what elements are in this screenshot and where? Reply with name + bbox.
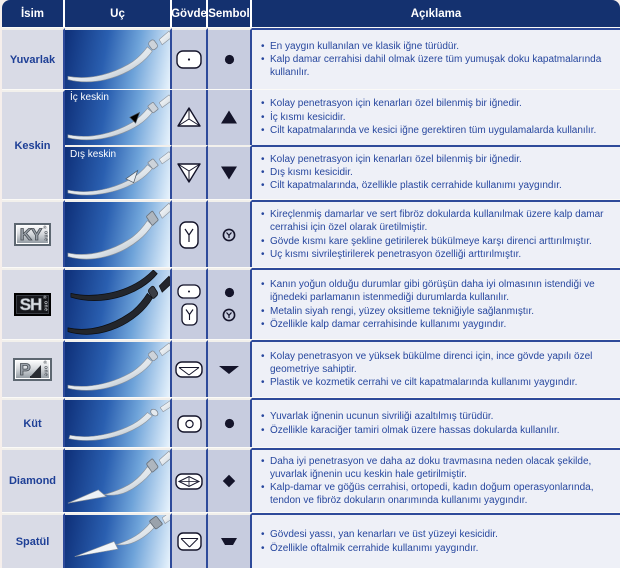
description-bullet: • Plastik ve kozmetik cerrahi ve cilt kapatmalarında kullanımı yaygındır. <box>261 376 614 389</box>
image-label: Dış keskin <box>70 148 117 160</box>
sembol-cell <box>208 448 252 512</box>
image-label: İç keskin <box>70 92 109 103</box>
sembol-cell <box>208 145 252 200</box>
table-header <box>2 0 620 27</box>
description-bullet: • Dış kısmı kesicidir. <box>261 166 562 179</box>
description-bullet: • Kireçlenmiş damarlar ve sert fibröz dokularda kullanılmak üzere kalp damar cerrahisi için özel olarak üretilmiştir. <box>261 208 614 234</box>
logo-suffix: one <box>42 230 49 241</box>
description-bullet: • Özellikle karaciğer tamiri olmak üzere hassas dokularda kullanılır. <box>261 424 560 437</box>
kyone-logo <box>14 223 52 246</box>
triangle-down-faceted-icon <box>176 162 202 184</box>
round-body-dot-icon <box>177 284 201 299</box>
filled-circle-icon <box>224 287 235 298</box>
round-body-dot-icon <box>176 50 202 69</box>
table-row <box>2 512 620 568</box>
description-bullet: • Yuvarlak iğnenin ucunun sivriliği azaltılmış türüdür. <box>261 410 560 423</box>
wide-filled-triangle-down-icon <box>218 365 240 375</box>
description-bullet: • Özellikle oftalmik cerrahide kullanımı yaygındır. <box>261 542 498 555</box>
needle-illustration-icon <box>65 202 170 267</box>
description-bullet: • Cilt kapatmalarında ve kesici iğne gerektiren tüm uygulamalarda kullanılır. <box>261 124 596 137</box>
row-name-yuvarlak: Yuvarlak <box>2 28 65 89</box>
table-row-group-keskin <box>2 89 620 199</box>
row-name-spatul: Spatül <box>2 513 65 568</box>
govde-cell <box>172 448 208 512</box>
needle-illustration-icon <box>65 515 170 568</box>
description-cell <box>252 448 620 512</box>
header-govde: Gövde <box>172 0 208 27</box>
description-bullet: • Kalp damar cerrahisi dahil olmak üzere tüm yumuşak doku kapatmalarında kullanılır. <box>261 53 614 79</box>
circled-y-icon <box>222 308 236 322</box>
logo-suffix: one <box>42 300 49 311</box>
sembol-cell <box>208 28 252 89</box>
govde-cell <box>172 28 208 89</box>
row-name-diamond: Diamond <box>2 448 65 512</box>
table-row <box>2 397 620 447</box>
govde-cell <box>172 398 208 447</box>
flat-body-chord-icon <box>175 361 203 378</box>
logo-text: KY <box>19 225 42 244</box>
description-cell <box>252 90 620 145</box>
description-cell <box>252 200 620 267</box>
description-cell <box>252 398 620 447</box>
filled-trapezoid-down-icon <box>220 537 238 546</box>
needle-illustration-icon <box>65 450 170 512</box>
header-aciklama: Açıklama <box>410 7 462 20</box>
description-bullet: • Metalin siyah rengi, yüzey oksitleme tekniğiyle sağlanmıştır. <box>261 305 614 318</box>
subrow-dis-keskin <box>65 145 620 200</box>
needle-image-kut <box>65 398 172 447</box>
row-name-shone <box>2 268 65 339</box>
registered-mark: ® <box>43 225 47 230</box>
needle-types-table <box>2 0 620 568</box>
sembol-cell <box>208 513 252 568</box>
triangle-up-faceted-icon <box>176 106 202 128</box>
description-bullet: • Daha iyi penetrasyon ve daha az doku travmasına neden olacak şekilde, yuvarlak iğnenin ucu keskin hale getirilmiştir. <box>261 455 614 481</box>
filled-diamond-icon <box>222 474 236 488</box>
needle-image-spatul <box>65 513 172 568</box>
description-bullet: • İç kısmı kesicidir. <box>261 111 596 124</box>
description-bullet: • Uç kısmı sivrileştirilerek penetrasyon özelliği arttırılmıştır. <box>261 248 614 261</box>
header-sembol: Sembol <box>208 0 252 27</box>
needle-image-plone <box>65 340 172 397</box>
needle-illustration-icon <box>65 342 170 397</box>
govde-cell <box>172 90 208 145</box>
description-cell <box>252 28 620 89</box>
row-name-keskin: Keskin <box>2 90 65 199</box>
logo-triangle-l-icon <box>29 364 42 378</box>
logo-text: P <box>19 360 30 379</box>
table-row <box>2 447 620 512</box>
needle-illustration-icon <box>65 30 170 89</box>
header-uc: Uç <box>65 0 172 27</box>
description-bullet: • Gövde kısmı kare şekline getirilerek bükülmeye karşı direnci arttırılmıştır. <box>261 235 614 248</box>
needle-image-kyone <box>65 200 172 267</box>
filled-triangle-up-icon <box>220 109 238 125</box>
filled-triangle-down-icon <box>220 165 238 181</box>
description-cell <box>252 340 620 397</box>
table-row <box>2 27 620 89</box>
needle-image-shone <box>65 268 172 339</box>
description-cell <box>252 145 620 200</box>
round-body-circle-icon <box>177 415 202 433</box>
registered-mark: ® <box>43 360 47 365</box>
registered-mark: ® <box>43 295 47 300</box>
table-row <box>2 267 620 339</box>
spatula-body-icon <box>177 532 202 551</box>
black-needle-illustration-icon <box>65 270 170 339</box>
needle-image-ic-keskin <box>65 90 172 145</box>
diamond-body-icon <box>175 473 203 490</box>
circled-y-icon <box>222 228 236 242</box>
row-name-kut: Küt <box>2 398 65 447</box>
needle-illustration-icon <box>65 400 170 447</box>
govde-cell <box>172 340 208 397</box>
sembol-cell <box>208 398 252 447</box>
shone-logo <box>14 293 52 316</box>
needle-image-yuvarlak <box>65 28 172 89</box>
table-row <box>2 199 620 267</box>
row-name-kyone <box>2 200 65 267</box>
description-bullet: • Gövdesi yassı, yan kenarları ve üst yüzeyi kesicidir. <box>261 528 498 541</box>
sembol-cell <box>208 200 252 267</box>
govde-cell <box>172 268 208 339</box>
subrow-ic-keskin <box>65 90 620 145</box>
filled-circle-icon <box>224 54 235 65</box>
description-bullet: • Kolay penetrasyon için kenarları özel bilenmiş bir iğnedir. <box>261 153 562 166</box>
sembol-cell <box>208 268 252 339</box>
sembol-cell <box>208 90 252 145</box>
description-bullet: • Kolay penetrasyon için kenarları özel bilenmiş bir iğnedir. <box>261 97 596 110</box>
header-isim: İsim <box>2 0 65 27</box>
description-bullet: • Özellikle kalp damar cerrahisinde kullanımı yaygındır. <box>261 318 614 331</box>
logo-suffix: one <box>42 365 49 376</box>
sembol-cell <box>208 340 252 397</box>
govde-cell <box>172 200 208 267</box>
govde-cell <box>172 145 208 200</box>
logo-text: SH <box>19 295 42 314</box>
description-cell <box>252 268 620 339</box>
square-body-y-icon <box>181 303 198 326</box>
square-body-y-icon <box>179 221 199 249</box>
needle-image-diamond <box>65 448 172 512</box>
needle-image-dis-keskin <box>65 145 172 200</box>
description-bullet: • Kanın yoğun olduğu durumlar gibi görüşün daha iyi olmasının istendiği ve iğnedeki parlamanın istenmediği durumlarda kullanılır. <box>261 278 614 304</box>
description-bullet: • En yaygın kullanılan ve klasik iğne türüdür. <box>261 40 614 53</box>
plone-logo <box>13 358 51 381</box>
description-bullet: • Kalp-damar ve göğüs cerrahisi, ortopedi, kadın doğum operasyonlarında, tendon ve fibröz dokuların onarımında kullanımı yaygındır. <box>261 481 614 507</box>
filled-circle-icon <box>224 418 235 429</box>
row-name-plone <box>2 340 65 397</box>
table-row <box>2 339 620 397</box>
description-cell <box>252 513 620 568</box>
description-bullet: • Kolay penetrasyon ve yüksek bükülme direnci için, ince gövde yapılı özel geometriye sahiptir. <box>261 350 614 376</box>
description-bullet: • Cilt kapatmalarında, özellikle plastik cerrahide kullanımı yaygındır. <box>261 179 562 192</box>
govde-cell <box>172 513 208 568</box>
